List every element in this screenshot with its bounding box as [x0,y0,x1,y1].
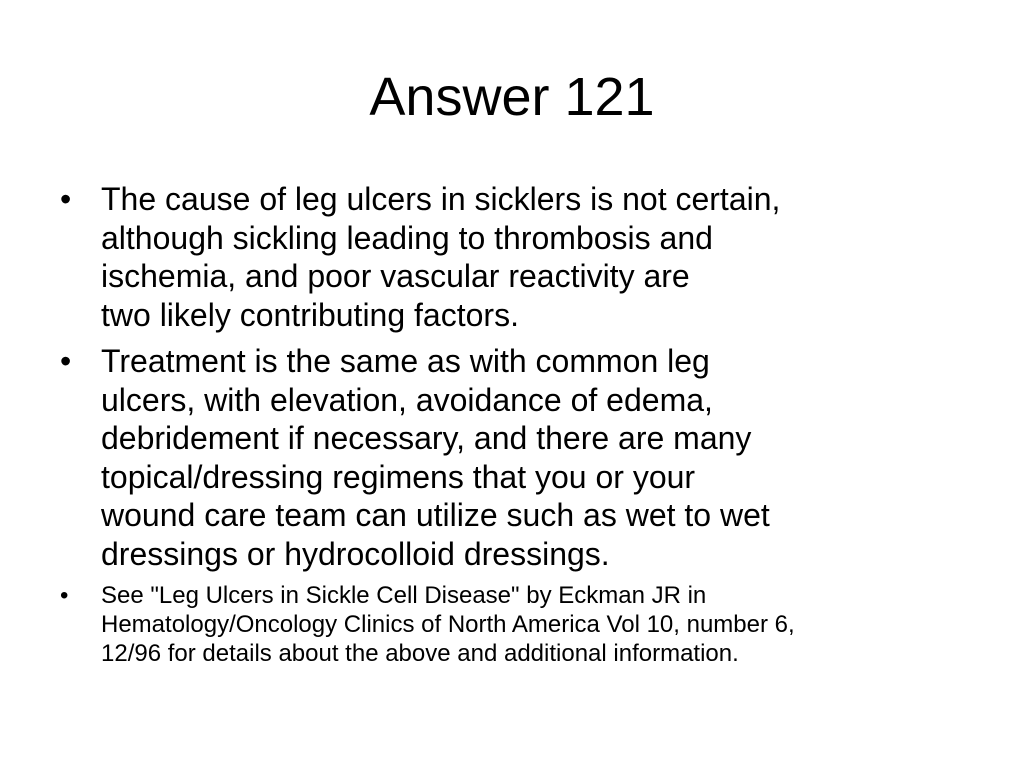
bullet-line: The cause of leg ulcers in sicklers is not certain, [101,181,781,217]
bullet-text [101,180,960,334]
bullet-line: See "Leg Ulcers in Sickle Cell Disease" by Eckman JR in [101,582,707,609]
bullet-line: wound care team can utilize such as wet to wet [101,497,770,533]
bullet-cause [60,180,960,334]
bullet-line: ischemia, and poor vascular reactivity are [101,258,690,294]
bullet-line: two likely contributing factors. [101,296,519,333]
bullet-line: 12/96 for details about the above and additional information. [101,640,739,667]
slide-title: Answer 121 [369,67,655,127]
bullet-line: topical/dressing regimens that you or your [101,458,696,495]
bullet-text [101,342,960,573]
bullet-text [101,581,960,668]
bullet-line: ulcers, with elevation, avoidance of edema, [101,381,713,418]
bullet-treatment [60,342,960,573]
bullet-line: dressings or hydrocolloid dressings. [101,535,610,572]
bullet-dot-icon: • [60,582,69,609]
bullet-reference [60,581,960,668]
bullet-line: Hematology/Oncology Clinics of North America Vol 10, number 6, [101,611,795,638]
bullet-dot-icon: • [60,343,72,379]
bullet-line: debridement if necessary, and there are many [101,420,752,456]
bullet-dot-icon: • [60,181,72,217]
bullet-list [60,180,960,668]
bullet-line: although sickling leading to thrombosis and [101,219,713,256]
bullet-line: Treatment is the same as with common leg [101,343,710,379]
